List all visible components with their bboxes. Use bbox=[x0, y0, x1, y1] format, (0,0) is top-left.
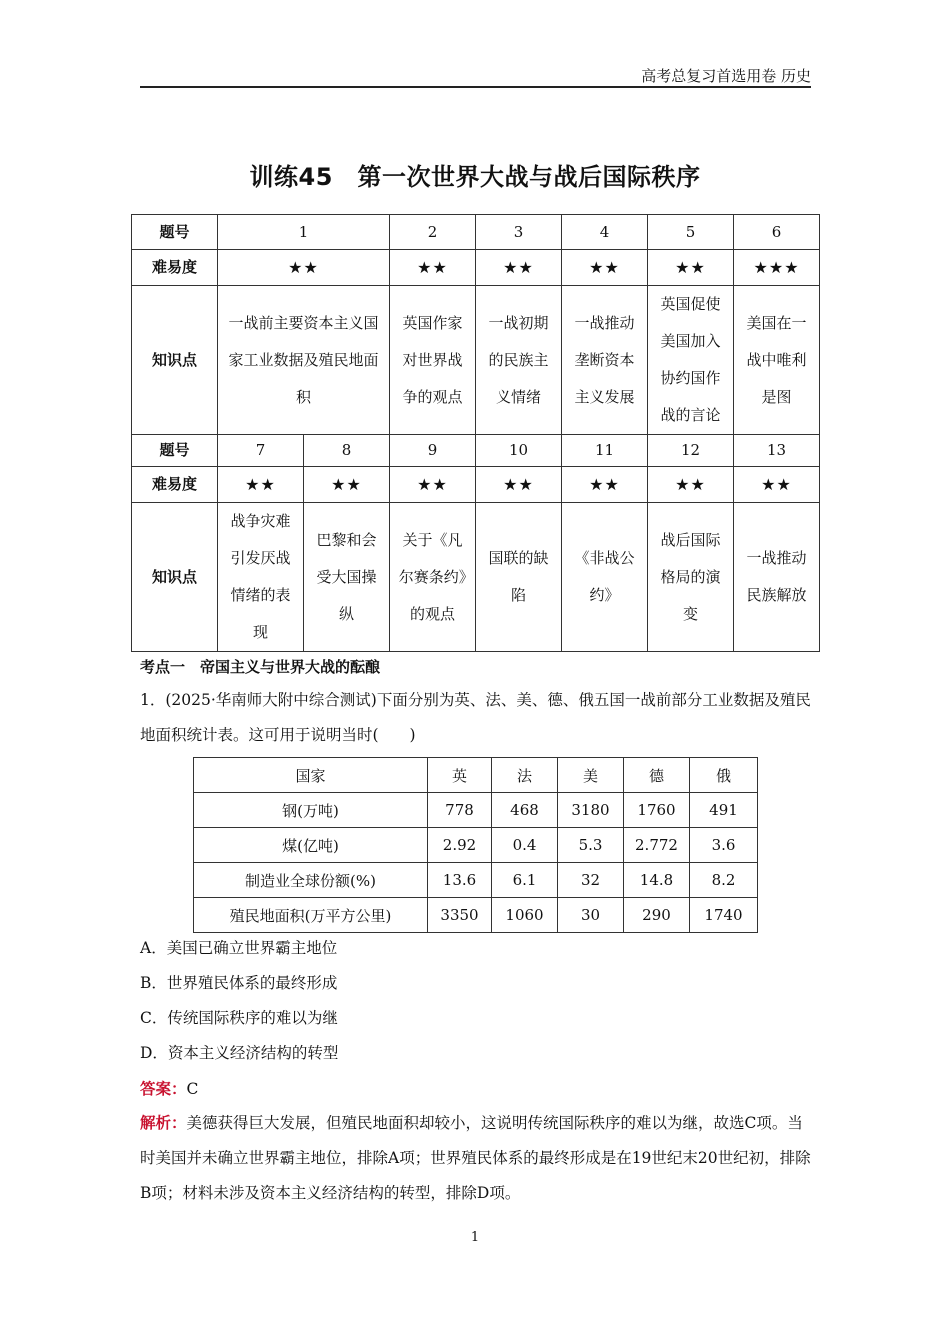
option-a: A．美国已确立世界霸主地位 bbox=[140, 939, 338, 957]
label-kp: 知识点 bbox=[132, 503, 218, 652]
grid-row-diff-2 bbox=[132, 467, 820, 503]
table-cell: 6.1 bbox=[492, 863, 558, 898]
label-diff: 难易度 bbox=[132, 467, 218, 503]
star-rating: ★★ bbox=[304, 467, 390, 503]
knowledge-point: 一战初期的民族主义情绪 bbox=[476, 286, 562, 435]
knowledge-point: 美国在一战中唯利是图 bbox=[734, 286, 820, 435]
star-rating: ★★ bbox=[562, 250, 648, 286]
table-cell: 0.4 bbox=[492, 828, 558, 863]
star-rating: ★★ bbox=[648, 250, 734, 286]
label-no: 题号 bbox=[132, 215, 218, 250]
table-cell: 3.6 bbox=[690, 828, 758, 863]
grid-cell: 6 bbox=[734, 215, 820, 250]
grid-cell: 1 bbox=[218, 215, 390, 250]
header-cell: 俄 bbox=[690, 758, 758, 793]
knowledge-point: 一战推动民族解放 bbox=[734, 503, 820, 652]
grid-cell: 11 bbox=[562, 435, 648, 467]
data-table-header bbox=[194, 758, 758, 793]
knowledge-point: 英国促使美国加入协约国作战的言论 bbox=[648, 286, 734, 435]
header-cell: 德 bbox=[624, 758, 690, 793]
header-cell: 国家 bbox=[194, 758, 428, 793]
grid-row-no-2 bbox=[132, 435, 820, 467]
page-header: 高考总复习首选用卷 历史 bbox=[140, 66, 811, 88]
star-rating: ★★ bbox=[476, 250, 562, 286]
label-no: 题号 bbox=[132, 435, 218, 467]
header-cell: 美 bbox=[558, 758, 624, 793]
grid-row-kp-2 bbox=[132, 503, 820, 652]
star-rating: ★★ bbox=[390, 467, 476, 503]
knowledge-point: 《非战公约》 bbox=[562, 503, 648, 652]
header-cell: 英 bbox=[428, 758, 492, 793]
table-row bbox=[194, 828, 758, 863]
explanation-label: 解析： bbox=[140, 1114, 187, 1132]
knowledge-point: 战后国际格局的演变 bbox=[648, 503, 734, 652]
grid-row-no-1 bbox=[132, 215, 820, 250]
table-cell: 3350 bbox=[428, 898, 492, 933]
explanation bbox=[140, 1106, 812, 1211]
grid-cell: 4 bbox=[562, 215, 648, 250]
table-cell: 290 bbox=[624, 898, 690, 933]
table-cell: 778 bbox=[428, 793, 492, 828]
table-cell: 491 bbox=[690, 793, 758, 828]
knowledge-point: 一战推动垄断资本主义发展 bbox=[562, 286, 648, 435]
table-row bbox=[194, 793, 758, 828]
star-rating: ★★ bbox=[390, 250, 476, 286]
table-row bbox=[194, 898, 758, 933]
page-title: 训练45 第一次世界大战与战后国际秩序 bbox=[249, 163, 701, 191]
star-rating: ★★ bbox=[218, 250, 390, 286]
table-cell: 3180 bbox=[558, 793, 624, 828]
grid-cell: 9 bbox=[390, 435, 476, 467]
grid-cell: 5 bbox=[648, 215, 734, 250]
knowledge-grid bbox=[131, 214, 820, 652]
star-rating: ★★ bbox=[476, 467, 562, 503]
table-cell: 32 bbox=[558, 863, 624, 898]
star-rating: ★★ bbox=[218, 467, 304, 503]
grid-row-diff-1 bbox=[132, 250, 820, 286]
data-table bbox=[193, 757, 758, 933]
row-label: 钢(万吨) bbox=[194, 793, 428, 828]
grid-cell: 13 bbox=[734, 435, 820, 467]
table-cell: 2.92 bbox=[428, 828, 492, 863]
knowledge-point: 一战前主要资本主义国家工业数据及殖民地面积 bbox=[218, 286, 390, 435]
table-cell: 13.6 bbox=[428, 863, 492, 898]
grid-cell: 2 bbox=[390, 215, 476, 250]
question-text: 1．(2025·华南师大附中综合测试)下面分别为英、法、美、德、俄五国一战前部分工业数据及殖民地面积统计表。这可用于说明当时( ) bbox=[140, 691, 811, 744]
label-kp: 知识点 bbox=[132, 286, 218, 435]
table-cell: 8.2 bbox=[690, 863, 758, 898]
option-d: D．资本主义经济结构的转型 bbox=[140, 1044, 339, 1062]
grid-cell: 7 bbox=[218, 435, 304, 467]
table-row bbox=[194, 863, 758, 898]
table-cell: 2.772 bbox=[624, 828, 690, 863]
star-rating: ★★ bbox=[648, 467, 734, 503]
grid-cell: 3 bbox=[476, 215, 562, 250]
table-cell: 1060 bbox=[492, 898, 558, 933]
knowledge-point: 国联的缺陷 bbox=[476, 503, 562, 652]
table-cell: 468 bbox=[492, 793, 558, 828]
header-cell: 法 bbox=[492, 758, 558, 793]
table-cell: 14.8 bbox=[624, 863, 690, 898]
star-rating: ★★ bbox=[734, 467, 820, 503]
grid-cell: 12 bbox=[648, 435, 734, 467]
knowledge-point: 关于《凡尔赛条约》的观点 bbox=[390, 503, 476, 652]
answer-line bbox=[140, 1078, 198, 1100]
option-b: B．世界殖民体系的最终形成 bbox=[140, 974, 338, 992]
row-label: 制造业全球份额(%) bbox=[194, 863, 428, 898]
answer-value: C bbox=[186, 1080, 199, 1098]
grid-row-kp-1 bbox=[132, 286, 820, 435]
option-c: C．传统国际秩序的难以为继 bbox=[140, 1009, 338, 1027]
section-title: 考点一 帝国主义与世界大战的酝酿 bbox=[140, 658, 381, 676]
knowledge-point: 战争灾难引发厌战情绪的表现 bbox=[218, 503, 304, 652]
star-rating: ★★★ bbox=[734, 250, 820, 286]
answer-label: 答案： bbox=[140, 1080, 187, 1098]
row-label: 殖民地面积(万平方公里) bbox=[194, 898, 428, 933]
table-cell: 1740 bbox=[690, 898, 758, 933]
table-cell: 5.3 bbox=[558, 828, 624, 863]
explanation-text: 美德获得巨大发展，但殖民地面积却较小，这说明传统国际秩序的难以为继，故选C项。当时美国并未确立世界霸主地位，排除A项；世界殖民体系的最终形成是在19世纪末20世纪初，排除B项；材料未涉及资本主义经济结构的转型，排除D项。 bbox=[140, 1114, 811, 1202]
table-cell: 30 bbox=[558, 898, 624, 933]
page-number: 1 bbox=[470, 1230, 480, 1245]
table-cell: 1760 bbox=[624, 793, 690, 828]
grid-cell: 10 bbox=[476, 435, 562, 467]
grid-cell: 8 bbox=[304, 435, 390, 467]
knowledge-point: 巴黎和会受大国操纵 bbox=[304, 503, 390, 652]
knowledge-point: 英国作家对世界战争的观点 bbox=[390, 286, 476, 435]
label-diff: 难易度 bbox=[132, 250, 218, 286]
row-label: 煤(亿吨) bbox=[194, 828, 428, 863]
star-rating: ★★ bbox=[562, 467, 648, 503]
